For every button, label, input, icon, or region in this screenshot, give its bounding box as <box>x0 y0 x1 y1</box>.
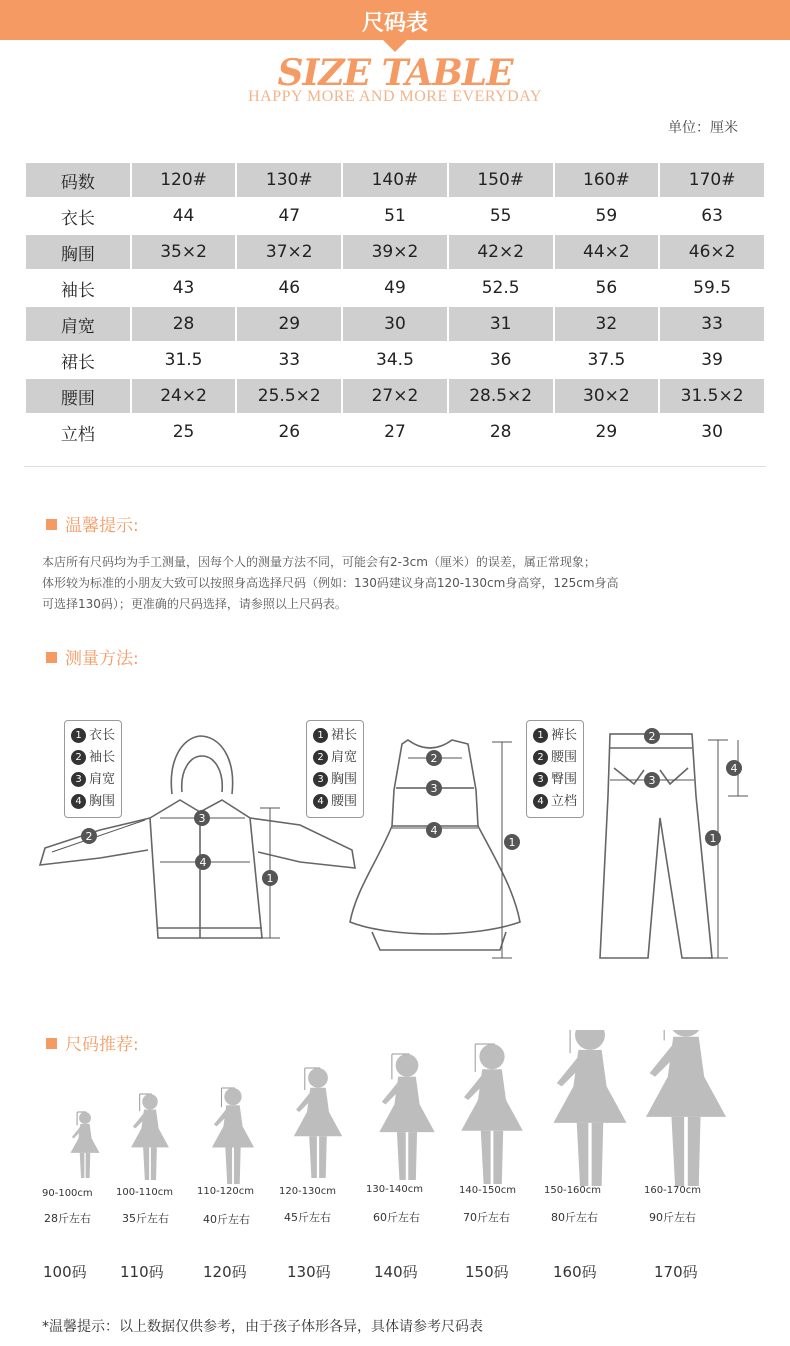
number-badge-icon: 4 <box>313 794 328 809</box>
footer-note: *温馨提示：以上数据仅供参考，由于孩子体形各异，具体请参考尺码表 <box>42 1319 483 1335</box>
kid-weight-label: 35斤左右 <box>122 1212 169 1225</box>
table-cell: 63 <box>660 199 764 233</box>
table-cell: 55 <box>449 199 553 233</box>
svg-text:2: 2 <box>430 752 438 765</box>
table-cell: 46×2 <box>660 235 764 269</box>
child-silhouette-icon <box>131 1094 169 1180</box>
measure-heading-text: 测量方法: <box>65 649 139 669</box>
svg-text:1: 1 <box>508 836 516 849</box>
tips-line: 体形较为标准的小朋友大致可以按照身高选择尺码（例如：130码建议身高120-130cm身高穿，125cm身高 <box>42 576 619 590</box>
kid-size-label: 130码 <box>287 1263 331 1281</box>
legend-label: 胸围 <box>89 794 116 809</box>
number-badge-icon: 4 <box>533 794 548 809</box>
legend-item <box>313 791 357 813</box>
marker-3-icon <box>194 810 210 826</box>
table-cell: 32 <box>555 307 659 341</box>
svg-text:3: 3 <box>430 782 438 795</box>
table-cell: 31.5 <box>132 343 236 377</box>
legend-item <box>533 725 577 747</box>
legend-label: 袖长 <box>89 750 116 765</box>
table-bottom-line <box>24 466 766 467</box>
table-cell: 30 <box>660 415 764 449</box>
table-header-cell: 160# <box>555 163 659 197</box>
marker-4-icon <box>726 760 742 776</box>
legend-item <box>71 791 115 813</box>
table-cell: 27×2 <box>343 379 447 413</box>
number-badge-icon: 1 <box>313 728 328 743</box>
table-header-cell: 150# <box>449 163 553 197</box>
kid-height-label: 130-140cm <box>366 1184 424 1195</box>
table-cell: 33 <box>660 307 764 341</box>
marker-2-icon <box>81 828 97 844</box>
legend-label: 腰围 <box>551 750 578 765</box>
pants-legend <box>526 720 584 818</box>
banner-title: 尺码表 <box>361 11 428 36</box>
table-cell: 33 <box>237 343 341 377</box>
child-silhouette-icon <box>461 1044 523 1184</box>
recommend-heading-text: 尺码推荐: <box>65 1035 139 1055</box>
table-row <box>26 307 764 341</box>
child-silhouette-icon <box>294 1068 342 1178</box>
legend-item <box>71 769 115 791</box>
square-bullet-icon <box>46 652 57 663</box>
table-cell: 59.5 <box>660 271 764 305</box>
table-cell: 袖长 <box>26 271 130 305</box>
svg-text:3: 3 <box>198 812 206 825</box>
kid-weight-label: 90斤左右 <box>649 1211 696 1224</box>
child-silhouette-icon <box>646 1030 726 1186</box>
size-table <box>24 161 766 451</box>
pants-illustration <box>600 734 712 958</box>
kid-height-label: 160-170cm <box>644 1185 702 1196</box>
tips-heading-text: 温馨提示: <box>65 516 139 536</box>
kid-height-label: 120-130cm <box>279 1186 337 1197</box>
legend-item <box>71 725 115 747</box>
legend-label: 衣长 <box>89 728 116 743</box>
unit-label: 单位：厘米 <box>668 120 738 136</box>
number-badge-icon: 1 <box>71 728 86 743</box>
marker-2-icon <box>644 728 660 744</box>
table-cell: 35×2 <box>132 235 236 269</box>
table-cell: 31.5×2 <box>660 379 764 413</box>
table-cell: 34.5 <box>343 343 447 377</box>
table-header-cell: 170# <box>660 163 764 197</box>
svg-text:1: 1 <box>709 832 717 845</box>
kid-size-label: 120码 <box>203 1263 247 1281</box>
table-row <box>26 199 764 233</box>
size-table-title: SIZE TABLE <box>277 52 513 94</box>
marker-3-icon <box>644 772 660 788</box>
table-cell: 25.5×2 <box>237 379 341 413</box>
tips-text <box>42 552 752 615</box>
measure-heading <box>46 644 139 669</box>
table-cell: 56 <box>555 271 659 305</box>
table-cell: 52.5 <box>449 271 553 305</box>
table-cell: 肩宽 <box>26 307 130 341</box>
jacket-legend <box>64 720 122 818</box>
svg-text:1: 1 <box>266 872 274 885</box>
legend-label: 立档 <box>551 794 578 809</box>
kid-height-label: 140-150cm <box>459 1185 517 1196</box>
table-cell: 51 <box>343 199 447 233</box>
square-bullet-icon <box>46 519 57 530</box>
table-cell: 36 <box>449 343 553 377</box>
marker-1-icon <box>262 870 278 886</box>
legend-item <box>533 791 577 813</box>
table-cell: 裙长 <box>26 343 130 377</box>
legend-item <box>533 769 577 791</box>
kid-weight-label: 28斤左右 <box>44 1212 91 1225</box>
svg-text:4: 4 <box>199 856 207 869</box>
table-cell: 31 <box>449 307 553 341</box>
svg-text:2: 2 <box>85 830 93 843</box>
table-header-cell: 130# <box>237 163 341 197</box>
table-cell: 37.5 <box>555 343 659 377</box>
legend-item <box>71 747 115 769</box>
table-cell: 衣长 <box>26 199 130 233</box>
legend-item <box>313 725 357 747</box>
marker-4-icon <box>195 854 211 870</box>
kid-size-label: 170码 <box>654 1263 698 1281</box>
kid-size-label: 150码 <box>465 1263 509 1281</box>
table-cell: 42×2 <box>449 235 553 269</box>
table-row <box>26 379 764 413</box>
kid-weight-label: 70斤左右 <box>463 1211 510 1224</box>
number-badge-icon: 1 <box>533 728 548 743</box>
legend-label: 胸围 <box>331 772 358 787</box>
table-cell: 24×2 <box>132 379 236 413</box>
number-badge-icon: 2 <box>313 750 328 765</box>
kid-weight-label: 80斤左右 <box>551 1211 598 1224</box>
marker-1-icon <box>705 830 721 846</box>
child-silhouette-icon <box>70 1112 99 1178</box>
dress-illustration <box>350 740 520 950</box>
kid-height-label: 100-110cm <box>116 1187 174 1198</box>
kid-size-label: 100码 <box>43 1263 87 1281</box>
legend-label: 肩宽 <box>331 750 358 765</box>
kid-size-label: 140码 <box>374 1263 418 1281</box>
child-silhouette-icon <box>379 1054 434 1180</box>
kid-size-label: 110码 <box>120 1263 164 1281</box>
table-cell: 30×2 <box>555 379 659 413</box>
table-cell: 27 <box>343 415 447 449</box>
table-cell: 43 <box>132 271 236 305</box>
svg-text:2: 2 <box>648 730 656 743</box>
table-row <box>26 343 764 377</box>
kid-weight-label: 45斤左右 <box>284 1211 331 1224</box>
table-cell: 59 <box>555 199 659 233</box>
tips-line: 可选择130码）；更准确的尺码选择，请参照以上尺码表。 <box>42 597 347 611</box>
kid-height-label: 90-100cm <box>42 1188 93 1199</box>
svg-text:4: 4 <box>730 762 738 775</box>
kid-weight-label: 40斤左右 <box>203 1213 250 1226</box>
legend-label: 肩宽 <box>89 772 116 787</box>
table-cell: 44×2 <box>555 235 659 269</box>
table-row <box>26 415 764 449</box>
tips-heading <box>46 511 139 536</box>
marker-1-icon <box>504 834 520 850</box>
marker-3-icon <box>426 780 442 796</box>
table-cell: 49 <box>343 271 447 305</box>
child-silhouette-icon <box>553 1030 626 1186</box>
table-cell: 44 <box>132 199 236 233</box>
table-cell: 30 <box>343 307 447 341</box>
legend-item <box>313 747 357 769</box>
table-cell: 25 <box>132 415 236 449</box>
marker-2-icon <box>426 750 442 766</box>
tips-line: 本店所有尺码均为手工测量，因每个人的测量方法不同，可能会有2-3cm（厘米）的误差，属正常现象； <box>42 555 596 569</box>
table-cell: 37×2 <box>237 235 341 269</box>
legend-label: 裤长 <box>551 728 578 743</box>
table-cell: 29 <box>555 415 659 449</box>
table-row <box>26 271 764 305</box>
tagline: HAPPY MORE AND MORE EVERYDAY <box>248 88 542 105</box>
table-header-cell: 码数 <box>26 163 130 197</box>
table-header-row <box>26 163 764 197</box>
number-badge-icon: 3 <box>533 772 548 787</box>
kid-height-label: 110-120cm <box>197 1186 255 1197</box>
table-cell: 29 <box>237 307 341 341</box>
number-badge-icon: 3 <box>71 772 86 787</box>
table-cell: 28 <box>132 307 236 341</box>
legend-item <box>313 769 357 791</box>
legend-item <box>533 747 577 769</box>
number-badge-icon: 2 <box>533 750 548 765</box>
table-cell: 47 <box>237 199 341 233</box>
table-header-cell: 140# <box>343 163 447 197</box>
number-badge-icon: 2 <box>71 750 86 765</box>
table-cell: 39 <box>660 343 764 377</box>
table-cell: 腰围 <box>26 379 130 413</box>
table-cell: 立档 <box>26 415 130 449</box>
dress-legend <box>306 720 364 818</box>
kid-size-label: 160码 <box>553 1263 597 1281</box>
number-badge-icon: 3 <box>313 772 328 787</box>
svg-text:3: 3 <box>648 774 656 787</box>
table-cell: 26 <box>237 415 341 449</box>
kids-silhouettes <box>0 1030 790 1290</box>
svg-text:4: 4 <box>430 824 438 837</box>
kid-weight-label: 60斤左右 <box>373 1211 420 1224</box>
table-cell: 胸围 <box>26 235 130 269</box>
table-row <box>26 235 764 269</box>
child-silhouette-icon <box>212 1088 254 1184</box>
marker-4-icon <box>426 822 442 838</box>
number-badge-icon: 4 <box>71 794 86 809</box>
kid-height-label: 150-160cm <box>544 1185 602 1196</box>
table-cell: 39×2 <box>343 235 447 269</box>
table-cell: 28 <box>449 415 553 449</box>
table-cell: 46 <box>237 271 341 305</box>
banner-pointer <box>383 40 407 52</box>
table-header-cell: 120# <box>132 163 236 197</box>
legend-label: 腰围 <box>331 794 358 809</box>
table-cell: 28.5×2 <box>449 379 553 413</box>
legend-label: 裙长 <box>331 728 358 743</box>
legend-label: 臀围 <box>551 772 578 787</box>
